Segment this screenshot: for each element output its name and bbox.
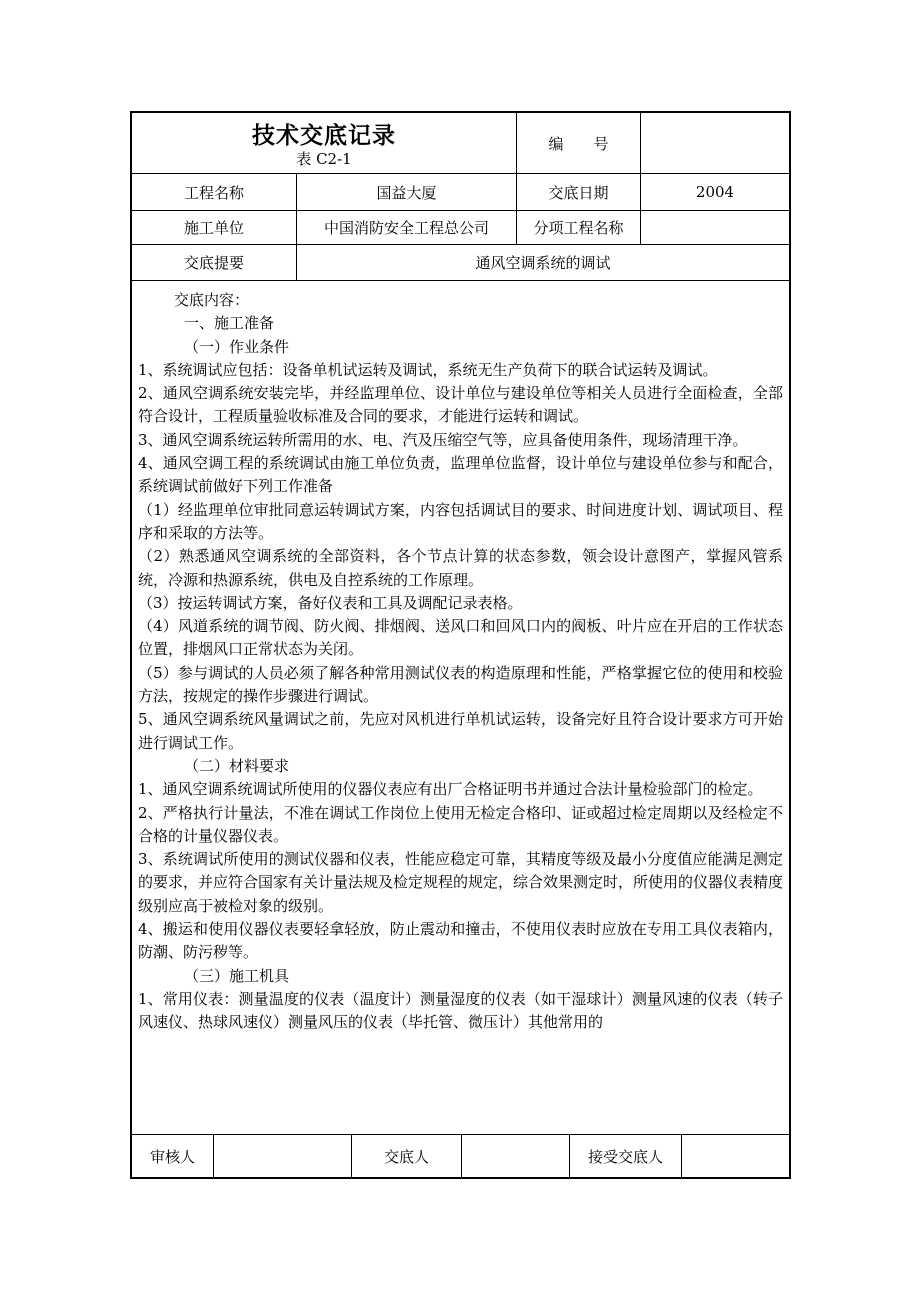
summary-value[interactable]: 通风空调系统的调试: [475, 254, 611, 272]
column-divider: [681, 1134, 682, 1177]
disclosure-content[interactable]: [132, 281, 789, 1133]
reviewer-value[interactable]: [214, 1135, 351, 1177]
number-value[interactable]: [641, 113, 789, 173]
subsection-heading: （三）施工机具: [184, 966, 290, 985]
column-divider: [640, 113, 641, 244]
contractor-value[interactable]: 中国消防安全工程总公司: [323, 219, 489, 237]
row-divider: [132, 210, 789, 211]
content-paragraph: （4）风道系统的调节阀、防火阀、排烟阀、送风口和回风口内的阀板、叶片应在开启的工作状态位置，排烟风口正常状态为关闭。: [138, 617, 783, 659]
date-label: 交底日期: [548, 183, 609, 202]
project-name-label: 工程名称: [183, 183, 244, 202]
content-paragraph: 1、系统调试应包括：设备单机试运转及调试，系统无生产负荷下的联合试运转及调试。: [138, 360, 718, 379]
content-intro: 交底内容：: [174, 291, 250, 309]
number-label: 编 号: [548, 134, 609, 153]
technical-disclosure-form: [130, 111, 791, 1179]
subsection-heading: （一）作业条件: [184, 337, 290, 356]
content-paragraph: 3、通风空调系统运转所需用的水、电、汽及压缩空气等，应具备使用条件，现场清理干净。: [138, 430, 748, 449]
discloser-label: 交底人: [383, 1147, 429, 1166]
date-value[interactable]: 2004: [695, 183, 735, 201]
content-paragraph: 2、通风空调系统安装完毕，并经监理单位、设计单位与建设单位等相关人员进行全面检查，全部符合设计，工程质量验收标准及合同的要求，才能进行运转和调试。: [138, 384, 783, 426]
project-name-value[interactable]: 国益大厦: [376, 183, 437, 202]
row-divider: [132, 280, 789, 281]
content-paragraph: 2、严格执行计量法，不准在调试工作岗位上使用无检定合格印、证或超过检定周期以及经检定不合格的计量仪器仪表。: [138, 803, 783, 845]
content-paragraph: （5）参与调试的人员必须了解各种常用测试仪表的构造原理和性能，严格掌握它位的使用和校验方法，按规定的操作步骤进行调试。: [138, 663, 783, 706]
form-code: 表 C2-1: [296, 150, 352, 168]
summary-label: 交底提要: [183, 254, 244, 272]
reviewer-label: 审核人: [149, 1147, 195, 1166]
content-paragraph: 1、常用仪表：测量温度的仪表（温度计）测量湿度的仪表（如干湿球计）测量风速的仪表（转子风速仪、热球风速仪）测量风压的仪表（毕托管、微压计）其他常用的: [138, 989, 783, 1032]
content-paragraph: 5、通风空调系统风量调试之前，先应对风机进行单机试运转，设备完好且符合设计要求方可开始进行调试工作。: [138, 710, 783, 752]
sub-project-label: 分项工程名称: [533, 219, 624, 237]
form-title-block: [132, 113, 516, 173]
sub-project-value[interactable]: [641, 211, 789, 244]
form-title: 技术交底记录: [252, 122, 396, 149]
subsection-heading: （二）材料要求: [184, 756, 290, 775]
section-heading: 一、施工准备: [184, 314, 275, 333]
column-divider: [569, 1134, 570, 1177]
column-divider: [516, 113, 517, 244]
content-paragraph: 3、系统调试所使用的测试仪器和仪表，性能应稳定可靠，其精度等级及最小分度值应能满足测定的要求，并应符合国家有关计量法规及检定规程的规定，综合效果测定时，所使用的仪器仪表精度级别应高于被检对象的级别。: [138, 850, 784, 915]
column-divider: [461, 1134, 462, 1177]
content-paragraph: 1、通风空调系统调试所使用的仪器仪表应有出厂合格证明书并通过合法计量检验部门的检定。: [138, 780, 763, 799]
receiver-value[interactable]: [682, 1135, 789, 1177]
column-divider: [351, 1134, 352, 1177]
row-divider: [132, 244, 789, 245]
receiver-label: 接受交底人: [587, 1147, 663, 1166]
column-divider: [296, 173, 297, 280]
row-divider: [132, 173, 789, 174]
content-paragraph: （3）按运转调试方案，备好仪表和工具及调配记录表格。: [138, 593, 523, 612]
discloser-value[interactable]: [462, 1135, 569, 1177]
content-paragraph: 4、通风空调工程的系统调试由施工单位负责，监理单位监督，设计单位与建设单位参与和配合，系统调试前做好下列工作准备: [138, 454, 783, 496]
contractor-label: 施工单位: [183, 219, 244, 237]
content-paragraph: （2）熟悉通风空调系统的全部资料，各个节点计算的状态参数，领会设计意图产，掌握风管系统，冷源和热源系统，供电及自控系统的工作原理。: [138, 547, 783, 589]
column-divider: [213, 1134, 214, 1177]
content-paragraph: （1）经监理单位审批同意运转调试方案，内容包括调试目的要求、时间进度计划、调试项目、程序和采取的方法等。: [138, 500, 783, 542]
content-paragraph: 4、搬运和使用仪器仪表要轻拿轻放，防止震动和撞击，不使用仪表时应放在专用工具仪表箱内，防潮、防污秽等。: [138, 920, 783, 962]
